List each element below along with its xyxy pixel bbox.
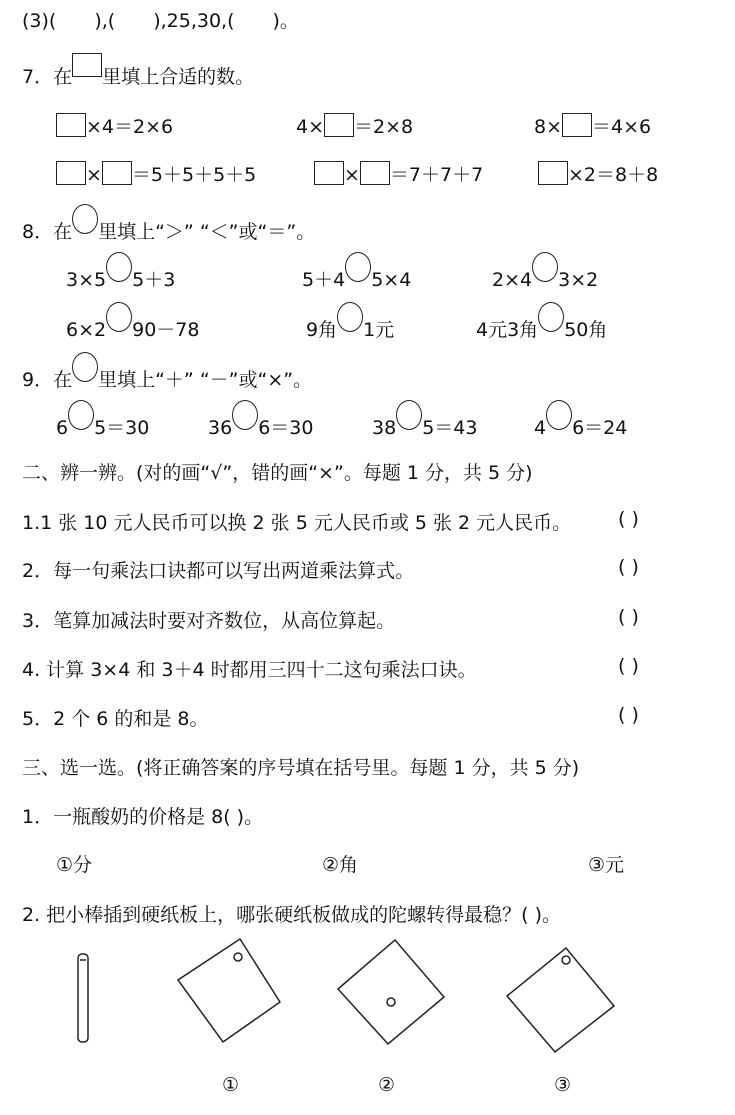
sec3-q1-opt-1: ①分 [56,854,93,876]
q9-r1-d-left: 4 [534,417,547,439]
board-2 [338,940,444,1044]
answer-paren[interactable]: ( ) [618,704,639,726]
q8-r2-a-right: 90－78 [132,319,200,341]
q8-r2-b-left: 9角 [306,319,338,341]
q8-r2-c-left: 4元3角 [476,319,539,341]
q9-r1-a-left: 6 [56,417,69,439]
q7-r2-a-mid: × [86,164,102,186]
sec3-title: 三、选一选。(将正确答案的序号填在括号里。每题 1 分，共 5 分) [22,757,580,779]
q7-head-a: 7．在 [22,66,73,88]
sec3-q2: 2. 把小棒插到硬纸板上，哪张硬纸板做成的陀螺转得最稳？( )。 [22,904,562,926]
q7-r1-b-text: ＝2×8 [354,116,414,138]
board-3 [507,948,614,1052]
q8-r1-b-left: 5＋4 [302,269,346,291]
sec3-q1-opt-3: ③元 [588,854,625,876]
q8-r2-a-left: 6×2 [66,319,107,341]
q7-r1-a-text: ×4＝2×6 [86,116,174,138]
q8-r1-b-right: 5×4 [371,269,412,291]
figure-label-1: ① [222,1074,240,1096]
sec2-item-3: 3．笔算加减法时要对齐数位，从高位算起。 [22,610,396,632]
sec2-item-2: 2．每一句乘法口诀都可以写出两道乘法算式。 [22,560,415,582]
q9-r1-d-right: 6＝24 [572,417,628,439]
answer-paren[interactable]: ( ) [618,655,639,677]
q9-head-b: 里填上“＋” “－”或“×”。 [98,369,313,391]
q7-r1-c-text: ＝4×6 [592,116,652,138]
stick-figure [78,954,88,1042]
q8-r2-c-right: 50角 [564,319,608,341]
q3-pre: (3)( [22,10,57,32]
sec2-item-1: 1.1 张 10 元人民币可以换 2 张 5 元人民币或 5 张 2 元人民币。 [22,512,572,534]
q9-r1-b-left: 36 [208,417,233,439]
sec2-title: 二、辨一辨。(对的画“√”，错的画“×”。每题 1 分，共 5 分) [22,462,533,484]
q9-r1-a-right: 5＝30 [94,417,150,439]
q8-head-b: 里填上“＞” “＜”或“＝”。 [98,221,316,243]
q7-r2-c-text: ×2＝8＋8 [568,164,659,186]
sec2-item-4: 4. 计算 3×4 和 3＋4 时都用三四十二这句乘法口诀。 [22,659,477,681]
q8-r1-a-right: 5＋3 [132,269,176,291]
q8-r1-c-right: 3×2 [558,269,599,291]
q9-r1-b-right: 6＝30 [258,417,314,439]
answer-paren[interactable]: ( ) [618,556,639,578]
q3-mid2: ),25,30,( [153,10,235,32]
sec3-q1-opt-2: ②角 [322,854,359,876]
q8-r1-a-left: 3×5 [66,269,107,291]
q3-post: )。 [272,10,299,32]
q8-head-a: 8．在 [22,221,73,243]
sec3-q1: 1．一瓶酸奶的价格是 8( )。 [22,806,264,828]
q7-r1-c-pre: 8× [534,116,563,138]
q3-mid1: ),( [94,10,116,32]
board-1 [178,939,280,1042]
q7-head-b: 里填上合适的数。 [102,66,255,88]
q8-r1-c-left: 2×4 [492,269,533,291]
q7-r1-b-pre: 4× [296,116,325,138]
q9-r1-c-right: 5＝43 [422,417,478,439]
figure-label-2: ② [378,1074,396,1096]
answer-paren[interactable]: ( ) [618,508,639,530]
q8-r2-b-right: 1元 [363,319,395,341]
q7-r2-a-text: ＝5＋5＋5＋5 [131,164,257,186]
figure-label-3: ③ [554,1074,572,1096]
answer-paren[interactable]: ( ) [618,606,639,628]
q7-r2-b-mid: × [344,164,360,186]
q7-r2-b-text: ＝7＋7＋7 [389,164,484,186]
sec2-item-5: 5．2 个 6 的和是 8。 [22,708,209,730]
q9-r1-c-left: 38 [372,417,397,439]
q9-head-a: 9．在 [22,369,73,391]
